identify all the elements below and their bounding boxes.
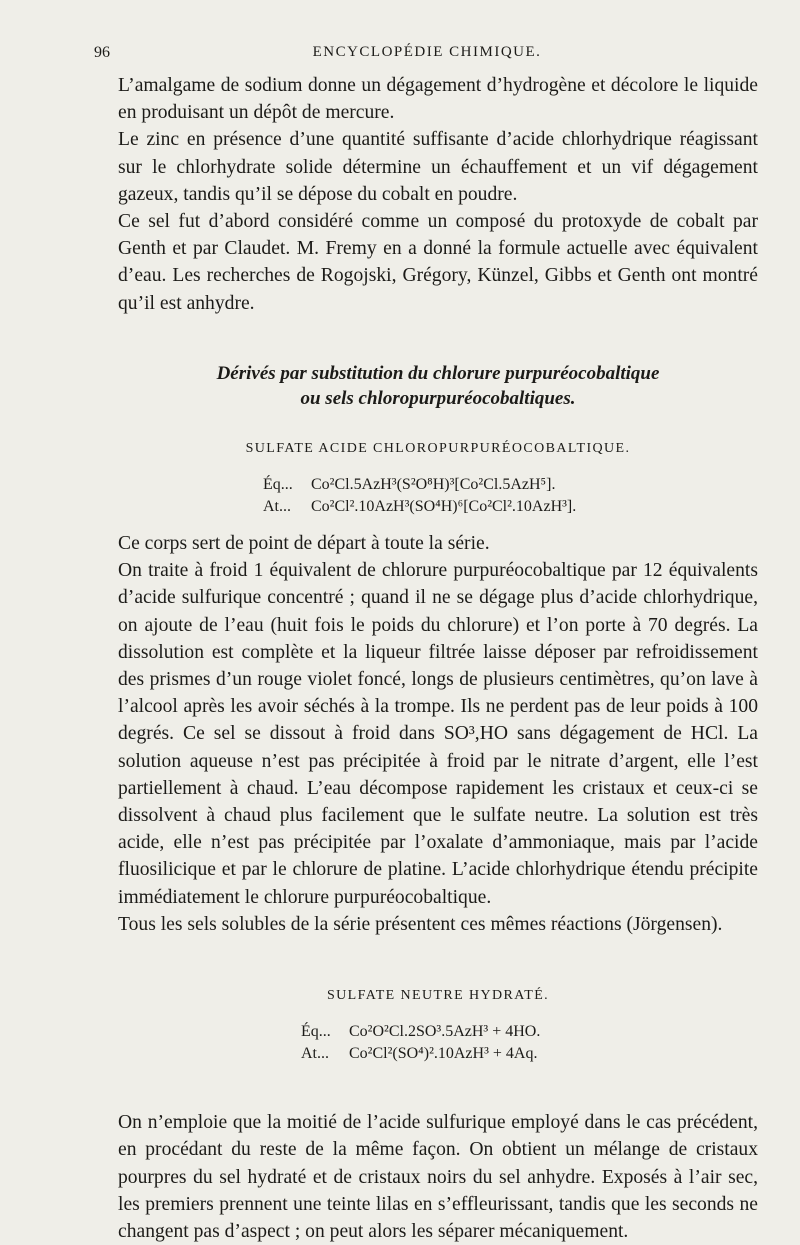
paragraph: Tous les sels solubles de la série présentent ces mêmes réactions (Jörgensen). [118, 913, 723, 935]
paragraph: Ce corps sert de point de départ à toute la série. [118, 533, 490, 555]
formula-label: Éq... [263, 476, 293, 494]
formula-label: Éq... [301, 1023, 331, 1041]
section-title [118, 361, 758, 411]
formula-text: Co²O²Cl.2SO³.5AzH³ + 4HO. [349, 1023, 541, 1041]
equivalent-formula [118, 1021, 758, 1043]
paragraph: On traite à froid 1 équivalent de chlorure purpuréocobaltique par 12 équivalents d’acide sulfurique concentré ; quand il ne se dégage plus d’acide chlorhydrique, on ajoute de l’eau (huit fois le poids du chlorure) et l’on porte à 70 degrés. La dissolution est complète et la liqueur filtrée laisse déposer par refroidissement des prismes d’un rouge violet foncé, longs de plusieurs centimètres, qu’on lave à l’alcool après les avoir séchés à la trompe. Ils ne perdent pas de leur poids à 100 degrés. Ce sel se dissout à froid dans SO³,HO sans dégagement de HCl. La solution aqueuse n’est pas précipitée à froid par le nitrate d’argent, elle l’est partiellement à chaud. L’eau décompose rapidement les cristaux et ceux-ci se dissolvent à chaud plus facilement que le sulfate neutre. La solution est très acide, elle n’est pas précipitée par l’oxalate d’ammoniaque, mais par l’acide fluosilicique et par le chlorure de platine. L’acide chlorhydrique étendu précipite immédiatement le chlorure purpuréocobaltique. [118, 560, 758, 908]
equivalent-formula [118, 474, 758, 496]
paragraph: Ce sel fut d’abord considéré comme un composé du protoxyde de cobalt par Genth et par Claudet. M. Fremy en a donné la formule actuelle avec équivalent d’eau. Les recherches de Rogojski, Grégory, Künzel, Gibbs et Genth ont montré qu’il est anhydre. [118, 211, 758, 314]
page-body [118, 72, 758, 1245]
formula-text: Co²Cl.5AzH³(S²O⁸H)³[Co²Cl.5AzH⁵]. [311, 476, 556, 494]
atomic-formula [118, 1043, 758, 1065]
subsection-heading: SULFATE ACIDE CHLOROPURPURÉOCOBALTIQUE. [245, 440, 631, 456]
paragraph: On n’emploie que la moitié de l’acide sulfurique employé dans le cas précédent, en procédant du reste de la même façon. On obtient un mélange de cristaux pourpres du sel hydraté et de cristaux noirs du sel anhydre. Exposés à l’air sec, les premiers prennent une teinte lilas en s’effleurissant, tandis que les seconds ne changent pas d’aspect ; on peut alors les séparer mécaniquement. [118, 1112, 758, 1243]
paragraph: L’amalgame de sodium donne un dégagement d’hydrogène et décolore le liquide en produisant un dépôt de mercure. [118, 75, 758, 124]
formula-label: At... [263, 498, 291, 516]
section-title-line: Dérivés par substitution du chlorure purpuréocobaltique [216, 362, 660, 384]
page-number: 96 [94, 44, 110, 61]
formula-text: Co²Cl²(SO⁴)².10AzH³ + 4Aq. [349, 1045, 538, 1063]
page-header [94, 44, 760, 70]
running-title: ENCYCLOPÉDIE CHIMIQUE. [312, 44, 542, 60]
subsection-heading: SULFATE NEUTRE HYDRATÉ. [326, 988, 550, 1004]
section-title-line: ou sels chloropurpuréocobaltiques. [300, 387, 576, 409]
formula-label: At... [301, 1045, 329, 1063]
atomic-formula [118, 496, 758, 518]
formula-text: Co²Cl².10AzH³(SO⁴H)⁶[Co²Cl².10AzH³]. [311, 498, 577, 516]
paragraph: Le zinc en présence d’une quantité suffisante d’acide chlorhydrique réagissant sur le chlorhydrate solide détermine un échauffement et un vif dégagement gazeux, tandis qu’il se dépose du cobalt en poudre. [118, 129, 758, 205]
